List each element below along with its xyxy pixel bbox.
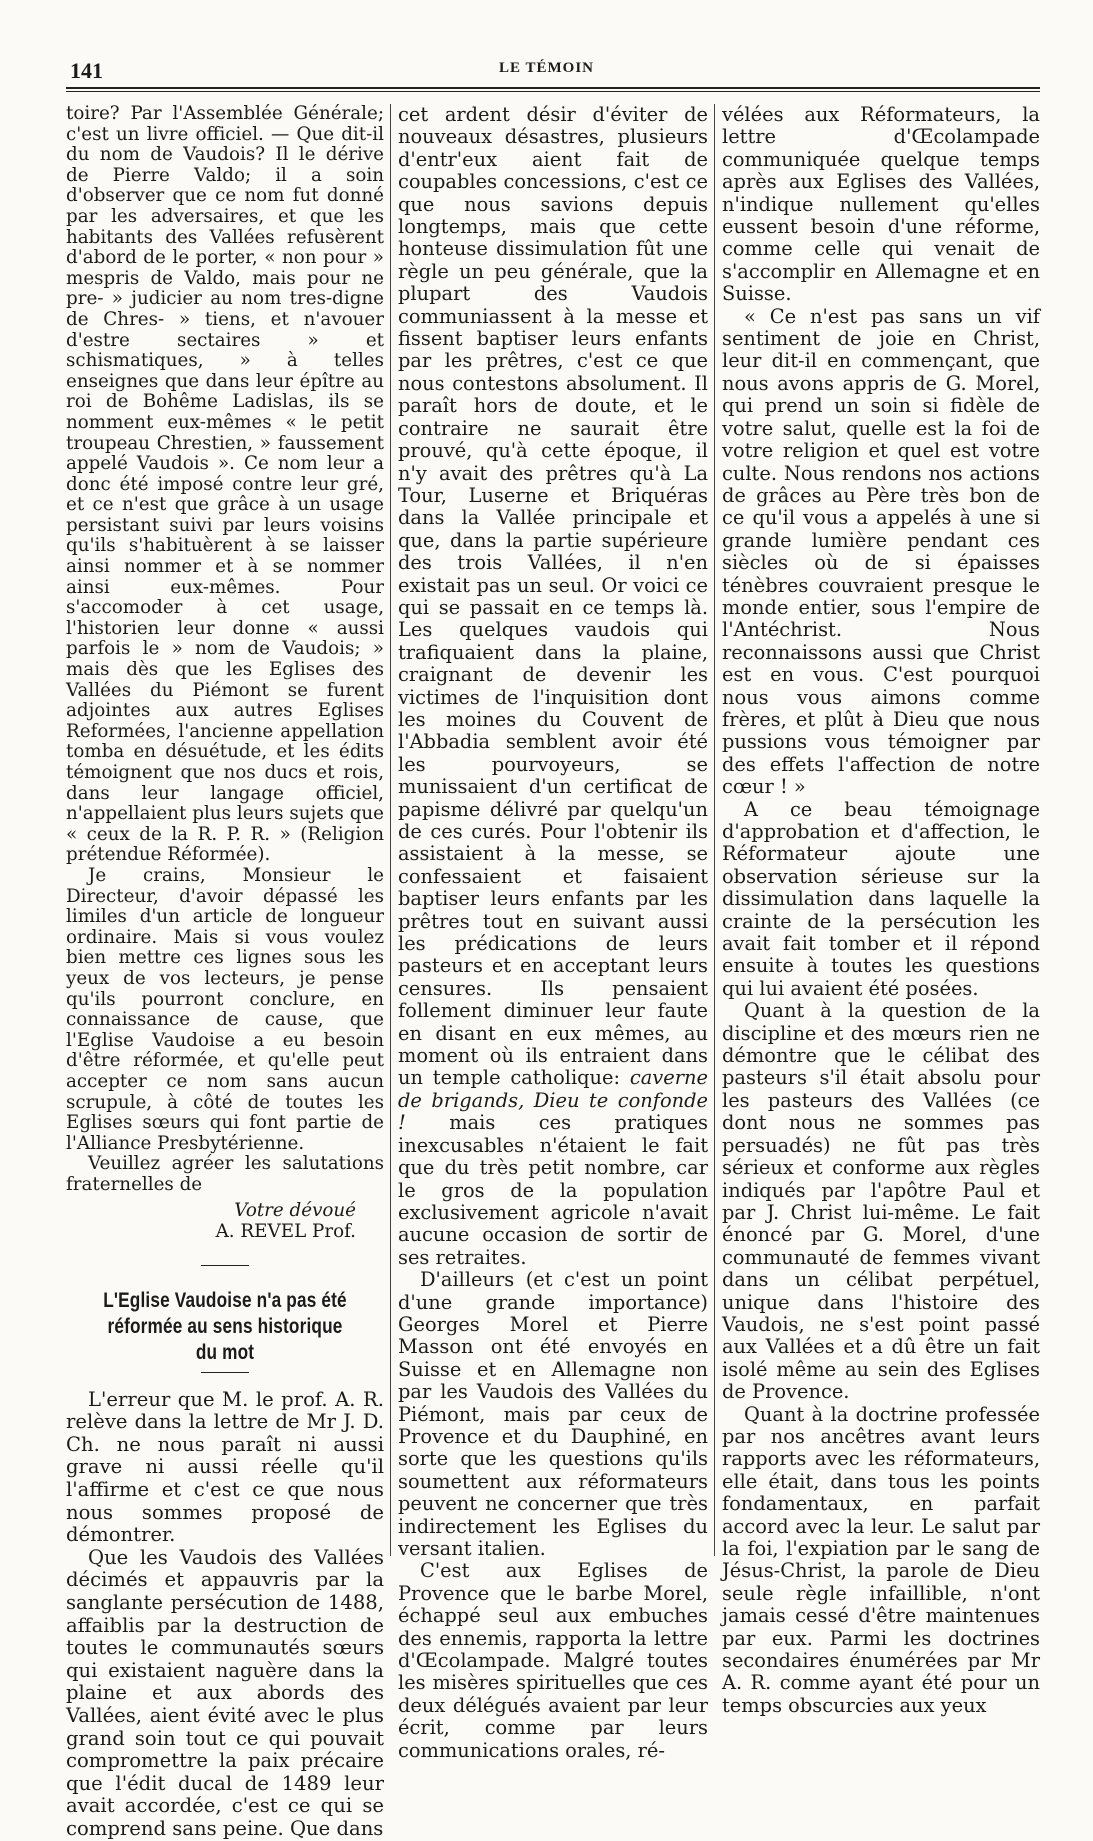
header-rule xyxy=(66,87,1040,92)
article-paragraph-9: Quant à la doctrine professée par nos ancêtres avant leurs rapports avec les réformateurs, elle était, dans tous les points fondamentaux, en parfait accord avec la leur. Le salut par la foi, l'expiation par le sang de Jésus-Christ, la parole de Dieu seule règle infaillible, n'ont jamais cessé d'être maintenues par eux. Parmi les doctrines secondaires énumérées par Mr A. R. comme ayant été pour un temps obscurcies aux yeux xyxy=(722,1402,1040,1717)
title-separator xyxy=(201,1372,249,1373)
article-paragraph-5: C'est aux Eglises de Provence que le barbe Morel, échappé seul aux embuches des ennemis, rapporta la lettre d'Œcolampade. Malgré toutes les misères spirituelles que ces deux délégués avaient par leur écrit, comme par leurs communications orales, ré- xyxy=(398,1559,708,1762)
column-3 xyxy=(722,103,1040,1717)
salutation: Veuillez agréer les salutations fraternelles de xyxy=(66,1153,384,1195)
article-paragraph-2: Que les Vaudois des Vallées décimés et appauvris par la sanglante persécution de 1488, affaiblis par la destruction de toutes le communautés sœurs qui existaient naguère dans la plaine et aux abords des Vallées, aient évité avec le plus grand soin tout ce qui pouvait compromettre la paix précaire que l'édit ducal de 1489 leur avait accordée, c'est ce qui se comprend sans peine. Que dans xyxy=(66,1545,384,1840)
article-paragraph-4: D'ailleurs (et c'est un point d'une grande importance) Georges Morel et Pierre Masson ont été envoyés en Suisse et en Allemagne non par les Vaudois des Vallées du Piémont, mais par ceux de Provence et du Dauphiné, en sorte que les questions qu'ils soumettent aux réformateurs peuvent ne concerner que très indirectement les Eglises du versant italien. xyxy=(398,1268,708,1560)
article-paragraph-6: vélées aux Réformateurs, la lettre d'Œcolampade communiquée quelque temps après aux Eglises des Vallées, n'indique nullement qu'elles eussent besoin d'une réforme, comme celle qui venait de s'accomplir en Allemagne et en Suisse. xyxy=(722,103,1040,306)
signature xyxy=(66,1201,384,1242)
signature-closing: Votre dévoué xyxy=(234,1200,356,1222)
running-title: LE TÉMOIN xyxy=(499,60,594,76)
closing-paragraph: Je crains, Monsieur le Directeur, d'avoir dépassé les limiles d'un article de longueur ordinaire. Mais si vous voulez bien mettre ces lignes sous les yeux de vos lecteurs, je pense qu'ils pourront conclure, en connaissance de cause, que l'Eglise Vaudoise a eu besoin d'être réformée, et qu'elle peut accepter ce nom sans aucun scrupule, à côté de toutes les Eglises sœurs qui font partie de l'Alliance Presbytérienne. xyxy=(66,864,384,1154)
section-separator xyxy=(201,1265,249,1266)
article-paragraph-1: L'erreur que M. le prof. A. R. relève dans la lettre de Mr J. D. Ch. ne nous paraît ni aussi grave ni aussi réelle qu'il l'affirme et c'est ce que nous nous sommes proposé de démontrer. xyxy=(66,1387,384,1547)
article-paragraph-8: Quant à la question de la discipline et des mœurs rien ne démontre que le célibat des pasteurs s'il était absolu pour les pasteurs des Vallées (ce dont nous ne sommes pas persuadés) ne fût pas très sérieux et conforme aux règles indiqués par l'apôtre Paul et par J. Christ lui-même. Le fait énoncé par G. Morel, d'une communauté de femmes vivant dans un célibat perpétuel, unique dans l'histoire des Vaudois, ne s'est point passé aux Vallées et a dû être un fait isolé même au sein des Eglises de Provence. xyxy=(722,999,1040,1404)
quoted-letter: « Ce n'est pas sans un vif sentiment de joie en Christ, leur dit-il en commençant, que nous avons appris de G. Morel, qui prend un soin si fidèle de votre salut, quelle est la foi de votre religion et quel est votre culte. Nous rendons nos actions de grâces au Père très bon de ce qu'il vous a appelés à une si grande lumière pendant ces siècles où de si épaisses ténèbres couvraient presque le monde entier, sous l'empire de l'Antéchrist. Nous reconnaissons aussi que Christ est en vous. C'est pourquoi nous vous aimons comme frères, et plût à Dieu que nous pussions vous témoigner par des effets l'affection de notre cœur ! » xyxy=(722,304,1040,799)
quoted-exclamation: caverne de brigands, Dieu te confonde ! xyxy=(398,1066,708,1135)
column-divider-2 xyxy=(714,104,715,1556)
signature-author: A. REVEL Prof. xyxy=(215,1221,356,1243)
article-paragraph-7: A ce beau témoignage d'approbation et d'affection, le Réformateur ajoute une observation sérieuse sur la dissimulation dans laquelle la crainte de la persécution les avait fait tomber et il répond ensuite à toutes les questions qui lui avaient été posées. xyxy=(722,797,1040,1000)
page-number: 141 xyxy=(70,58,103,83)
continued-paragraph: toire? Par l'Assemblée Générale; c'est un livre officiel. — Que dit-il du nom de Vaudois? Il le dérive de Pierre Valdo; il a soin d'observer que ce nom fut donné par les adversaires, et que les habitants des Vallées refusèrent d'abord de le porter, « non pour » mespris de Valdo, mais pour ne pre- » judicier au nom tres-digne de Chres- » tiens, et n'avouer d'estre sectaires » et schismatiques, » à telles enseignes que dans leur épître au roi de Bohême Ladislas, ils se nomment eux-mêmes « le petit troupeau Chrestien, » faussement appelé Vaudois ». Ce nom leur a donc été imposé contre leur gré, et ce n'est que grâce à un usage persistant suivi par leurs voisins qu'ils s'habituèrent à se laisser ainsi nommer et à se nommer ainsi eux-mêmes. Pour s'accomoder à cet usage, l'historien leur donne « aussi parfois le » nom de Vaudois; » mais dès que les Eglises des Vallées du Piémont se furent adjointes aux autres Eglises Reformées, l'ancienne appellation tomba en désuétude, et les édits témoignent que nos ducs et rois, dans leur langage officiel, n'appellaient plus leurs sujets que « ceux de la R. P. R. » (Religion prétendue Réformée). xyxy=(66,103,384,866)
column-divider-1 xyxy=(390,104,391,1556)
article-paragraph-3 xyxy=(398,104,708,1269)
column-2 xyxy=(398,103,708,1762)
paragraph-text: cet ardent désir d'éviter de nouveaux désastres, plusieurs d'entr'eux aient fait de coupables concessions, c'est ce que nous savions depuis longtemps, mais que cette honteuse dissimulation fût une règle un peu générale, que la plupart des Vaudois communiassent à la messe et fissent baptiser leurs enfants par les prêtres, c'est ce que nous contestons absolument. Il paraît hors de doute, et le contraire ne saurait être prouvé, qu'à cette époque, il n'y avait des prêtres qu'à La Tour, Luserne et Briquéras dans la Vallée principale et que, dans la partie supérieure des trois Vallées, il n'en existait pas un seul. Or voici ce qui se passait en ce temps là. Les quelques vaudois qui trafiquaient dans la plaine, craignant de devenir les victimes de l'inquisition dont les moines du Couvent de l'Abbadia semblent avoir été les pourvoyeurs, se munissaient d'un certificat de papisme délivré par quelqu'un de ces curés. Pour l'obtenir ils assistaient à la messe, se confessaient et faisaient baptiser leurs enfants par les prêtres tout en suivant aussi les prédications de leurs pasteurs et en acceptant leurs censures. Ils pensaient follement diminuer leur faute en disant en eux mêmes, au moment où ils entraient dans un temple catholique: xyxy=(398,103,708,1090)
article-title: L'Eglise Vaudoise n'a pas été réformée au sens historique du mot xyxy=(103,1288,347,1364)
column-1 xyxy=(66,103,384,1840)
paragraph-text-end: mais ces pratiques inexcusables n'étaient le fait que du très petit nombre, car le gros de la population exclusivement agricole n'avait aucune occasion de sortir de ses retraites. xyxy=(398,1111,708,1269)
